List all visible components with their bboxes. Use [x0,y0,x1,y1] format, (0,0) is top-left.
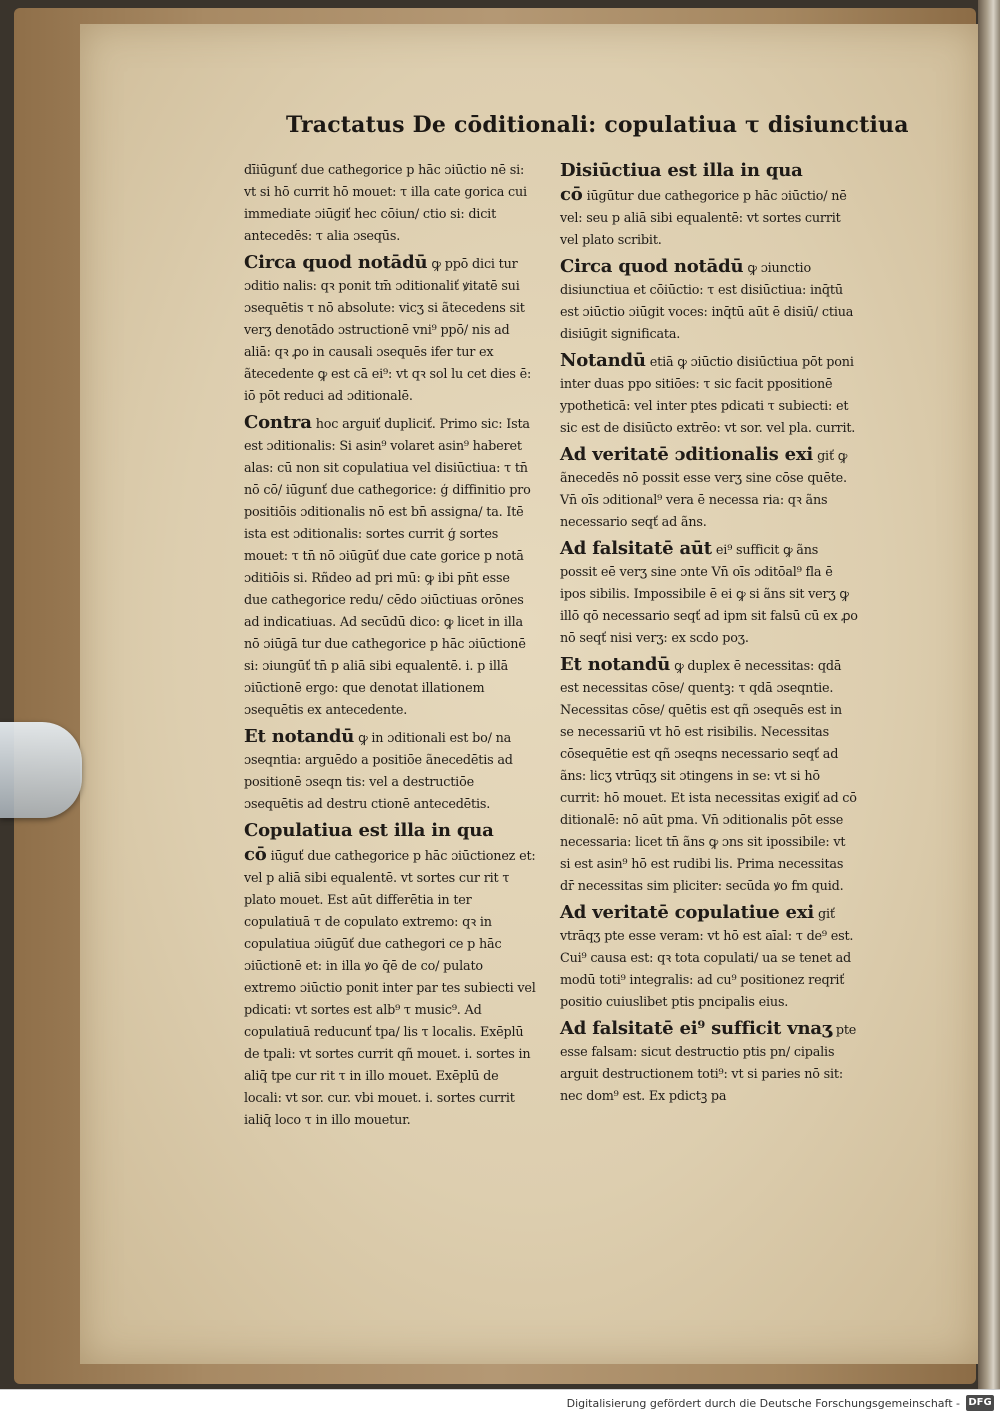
text-column-right [560,160,858,1112]
footer-credit: Digitalisierung gefördert durch die Deutsche Forschungsgemeinschaft - [566,1397,960,1410]
paragraph-lead: Disiūctiua est illa in qua cō [560,160,803,205]
paragraph [244,412,536,722]
paragraph-text: ꝙ in ɔditionali est bo/ na ɔseqntia: arguēdo a positiōe ãnecedētis ad positionē ɔseqn tis: vel a destructiōe ɔsequētis ad destru ctionē antecedētis. [244,731,513,812]
paragraph [560,538,858,650]
paragraph-text: ꝙ ppō dici tur ɔditio nalis: qꝛ ponit tm̄ ɔditionaliť ꝟitatē sui ɔsequētis τ nō absolute: vicʒ si ãtecedens sit verʒ denotādo ɔstructionē vni⁹ ppō/ nis ad aliā: qꝛ ꝓo in causali ɔsequēs ifer tur ex ãtecedente ꝙ est cā ei⁹: vt qꝛ sol lu cet dies ē: iō pōt reduci ad ɔditionalē. [244,257,532,404]
paragraph-text: hoc arguiť dupliciť. Primo sic: Ista est ɔditionalis: Si asin⁹ volaret asin⁹ haberet alas: cū non sit copulatiua vel disiūctiua: τ tn̄ nō cō/ iūgunť due cathegorice: ģ diffinitio pro positiōis ɔditionalis nō est bn̄ assigna/ ta. Itē ista est ɔditionalis: sortes currit ģ sortes mouet: τ tn̄ nō ɔiūgūť due cate gorice p notā ɔditiōis si. Rñdeo ad pri mū: ꝙ ibi pn̄t esse due cathegorice redu/ cēdo ɔiūctiuas orōnes ad indicatiuas. Ad secūdū dico: ꝙ licet in illa nō ɔiūgā tur due cathegorice p hāc ɔiūctionē si: ɔiungūť tn̄ p aliā sibi equalentē. i. p illā ɔiūctionē ergo: que denotat illationem ɔsequētis ex antecedente. [244,417,531,718]
paragraph [560,444,858,534]
paragraph-text: giť vtrāqʒ pte esse veram: vt hō est aīal: τ de⁹ est. Cui⁹ causa est: qꝛ tota copulati/ ua se tenet ad modū toti⁹ integralis: ad cu⁹ positionez reqriť positio cuiuslibet ptis pncipalis eius. [560,907,854,1010]
paragraph-text: ꝙ ɔiunctio disiunctiua et cōiūctio: τ est disiūctiua: inq̄tū est ɔiūctio ɔiūgit voces: inq̄tū aūt ē disiū/ ctiua disiūgit significata. [560,261,854,342]
paragraph-text: iūgūtur due cathegorice p hāc ɔiūctio/ nē vel: seu p aliā sibi equalentē: vt sortes currit vel plato scribit. [560,189,847,248]
paragraph [560,160,858,252]
paragraph-lead: Notandū [560,350,646,371]
paragraph [244,160,536,248]
paragraph-text: iūguť due cathegorice p hāc ɔiūctionez et: vel p aliā sibi equalentē. vt sortes cur rit τ plato mouet. Est aūt differētia in ter copulatiuā τ de copulato extremo: qꝛ in copulatiua ɔiūgūť due cathegori ce p hāc ɔiūctionē et: in illa ꝟo q̄ē de co/ pulato extremo ɔiūctio ponit inter par tes subiecti vel pdicati: vt sortes est alb⁹ τ music⁹. Ad copulatiuā reducunť tpa/ lis τ localis. Exēplū de tpali: vt sortes currit qñ mouet. i. sortes in aliq̄ tpe cur rit τ in illo mouet. Exēplū de locali: vt sor. cur. vbi mouet. i. sortes currit ialiq̄ loco τ in illo mouetur. [244,849,536,1128]
paragraph-text: ei⁹ sufficit ꝙ ãns possit eē verʒ sine ɔnte Vn̄ oīs ɔditōal⁹ fla ē ipos sibilis. Impossibile ē ei ꝙ si ãns sit verʒ ꝙ illō qō necessario seqť ad ipm sit falsū cū ex ꝓo nō seqť nisi verʒ: ex scdo poʒ. [560,543,858,646]
text-column-left [244,160,536,1136]
paragraph-lead: Et notandū [244,726,355,747]
paragraph [244,820,536,1132]
paragraph [560,1018,858,1108]
paragraph [560,350,858,440]
paragraph-lead: Contra [244,412,312,433]
paragraph [560,654,858,898]
paragraph-text: dīiūgunť due cathegorice p hāc ɔiūctio nē si: vt si hō currit hō mouet: τ illa cate gorica cui immediate ɔiūgiť hec cōiun/ ctio si: dicit antecedēs: τ alia ɔseqūs. [244,163,527,244]
paragraph [244,726,536,816]
paragraph [560,902,858,1014]
paragraph-lead: Circa quod notādū [560,256,744,277]
paragraph [244,252,536,408]
paragraph [560,256,858,346]
paragraph-lead: Ad falsitatē aūt [560,538,712,559]
paragraph-lead: Ad veritatē ɔditionalis exi [560,444,814,465]
paragraph-text: giť ꝙ ãnecedēs nō possit esse verʒ sine cōse quēte. Vn̄ oīs ɔditional⁹ vera ē necessa ria: qꝛ ãns necessario seqť ad ãns. [560,449,848,530]
next-page-edge [978,0,1000,1390]
dfg-logo-icon: DFG [966,1395,994,1411]
paragraph-lead: Ad falsitatē ei⁹ sufficit vnaʒ [560,1018,832,1039]
paragraph-lead: Ad veritatē copulatiue exi [560,902,814,923]
footer-bar [0,1389,1000,1417]
paragraph-lead: Circa quod notādū [244,252,428,273]
paragraph-text: ꝙ duplex ē necessitas: qdā est necessitas cōse/ quentꝫ: τ qdā ɔseqntie. Necessitas cōse/ quētis est qñ ɔsequēs est in se necessariū vt hō est risibilis. Necessitas cōsequētie est qñ ɔseqns necessario seqť ad ãns: licʒ vtrūqʒ sit ɔtingens in se: vt si hō currit: hō mouet. Et ista necessitas exigiť ad cō ditionalē: nō aūt pma. Vn̄ ɔditionalis pōt esse necessaria: licet tn̄ ãns ꝙ ɔns sit ipossibile: vt si est asin⁹ hō est rudibi lis. Prima necessitas dr̄ necessitas sim pliciter: secūda ꝟo fm quid. [560,659,857,894]
paragraph-lead: Copulatiua est illa in qua cō [244,820,494,865]
paragraph-text: pte esse falsam: sicut destructio ptis pn/ cipalis arguit destructionem toti⁹: vt si paries nō sit: nec dom⁹ est. Ex pdictꝫ pa [560,1023,857,1104]
paragraph-text: etiā ꝙ ɔiūctio disiūctiua pōt poni inter duas ppo sitiōes: τ sic facit ppositionē ypotheticā: vel inter ptes pdicati τ subiecti: et sic est de disiūcto extrēo: vt sor. vel pla. currit. [560,355,856,436]
running-head: Tractatus De cōditionali: copulatiua τ disiunctiua [286,112,909,138]
paragraph-lead: Et notandū [560,654,671,675]
page-clip [0,722,82,818]
